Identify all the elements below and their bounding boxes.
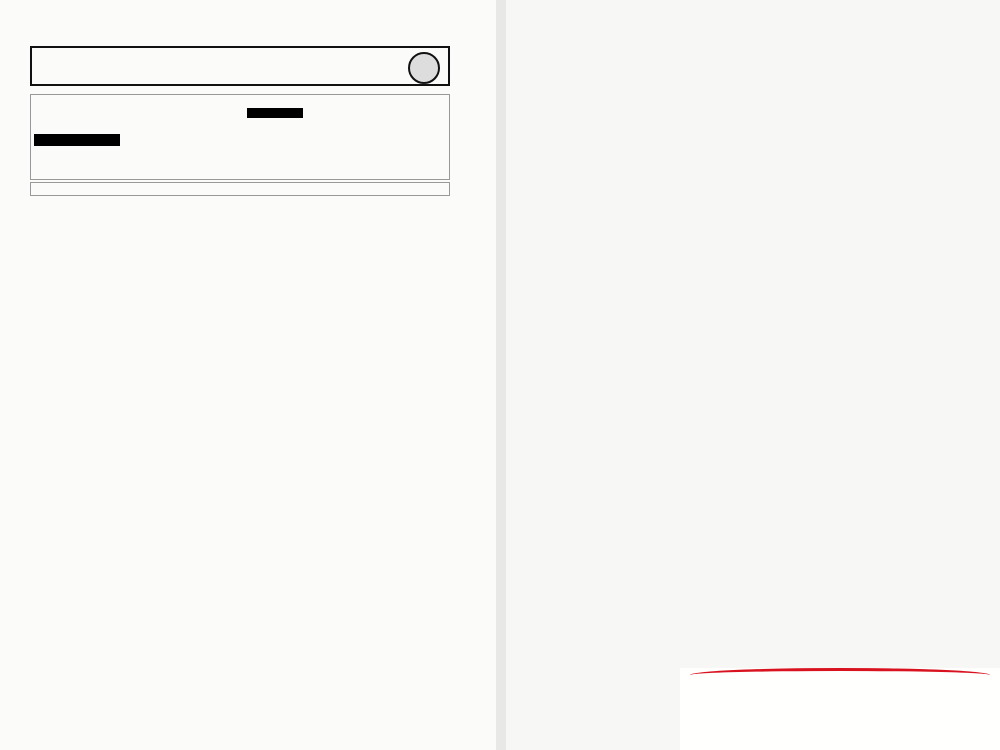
vw-logo-icon xyxy=(408,52,440,84)
vehicle-info xyxy=(30,94,450,180)
page-2 xyxy=(506,0,1000,750)
swoosh-graphic xyxy=(690,668,990,682)
ispezione-bar xyxy=(30,182,450,196)
targa-redacted xyxy=(247,108,303,118)
page-1 xyxy=(0,0,496,750)
telaio-redacted xyxy=(34,134,120,146)
title-box xyxy=(30,46,450,86)
autobaselli-watermark xyxy=(680,668,1000,750)
